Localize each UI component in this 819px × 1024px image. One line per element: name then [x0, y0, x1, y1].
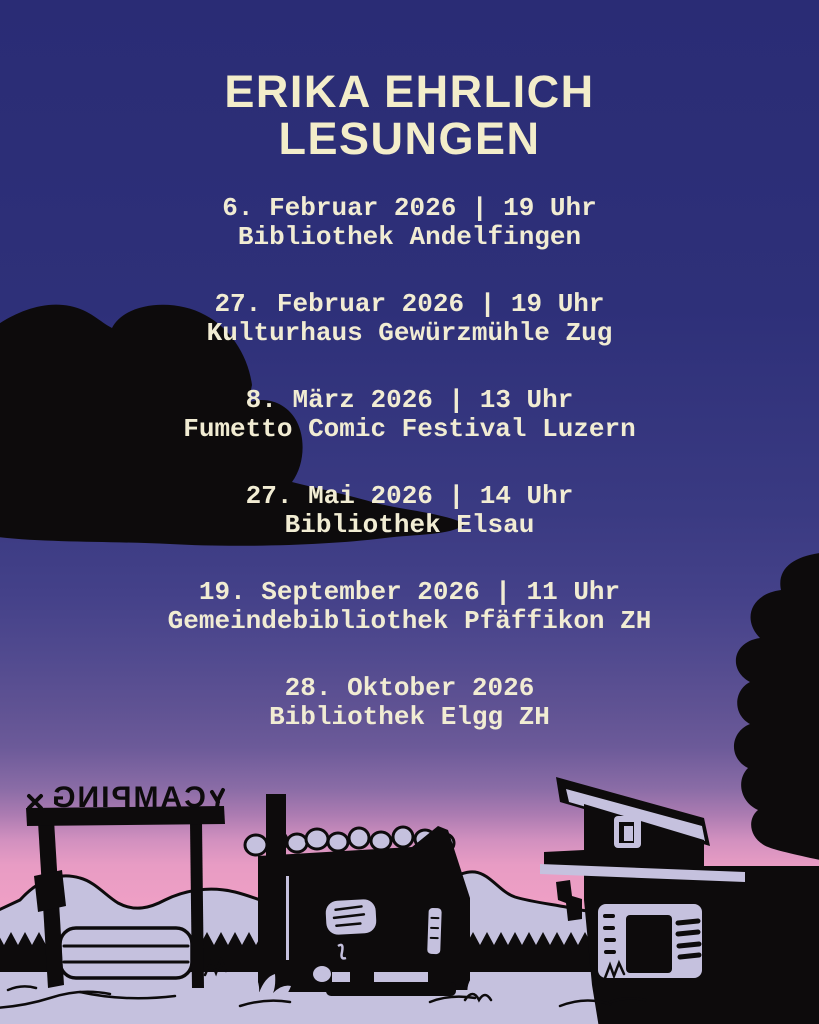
event-venue: Gemeindebibliothek Pfäffikon ZH [167, 606, 652, 636]
events-list [0, 194, 819, 770]
event-datetime: 27. Mai 2026 | 14 Uhr [245, 481, 574, 511]
event-venue: Bibliothek Elgg ZH [269, 702, 550, 732]
shuttered-window [598, 904, 702, 978]
event-item [0, 674, 819, 732]
event-item [0, 482, 819, 540]
event-datetime: 27. Februar 2026 | 19 Uhr [214, 289, 605, 319]
gate-post-sign [34, 870, 66, 912]
hut-pole [266, 794, 286, 994]
pebble [313, 966, 331, 982]
hut-log [326, 982, 456, 996]
event-item [0, 578, 819, 636]
title-line-2: LESUNGEN [278, 113, 541, 164]
hut-notice-board [325, 899, 377, 936]
event-datetime: 28. Oktober 2026 [284, 673, 535, 703]
event-venue: Kulturhaus Gewürzmühle Zug [206, 318, 613, 348]
camping-sign-text: CAMPING [50, 781, 206, 814]
event-item [0, 386, 819, 444]
title-line-1: ERIKA EHRLICH [224, 66, 595, 117]
attic-window [614, 816, 641, 848]
event-item [0, 290, 819, 348]
event-datetime: 8. März 2026 | 13 Uhr [245, 385, 574, 415]
event-venue: Fumetto Comic Festival Luzern [183, 414, 636, 444]
page-title [0, 68, 819, 162]
bench [60, 928, 192, 978]
event-datetime: 6. Februar 2026 | 19 Uhr [222, 193, 597, 223]
hut-side-sign [427, 908, 442, 954]
event-venue: Bibliothek Elsau [284, 510, 535, 540]
event-venue: Bibliothek Andelfingen [237, 222, 582, 252]
event-datetime: 19. September 2026 | 11 Uhr [198, 577, 621, 607]
event-item [0, 194, 819, 252]
